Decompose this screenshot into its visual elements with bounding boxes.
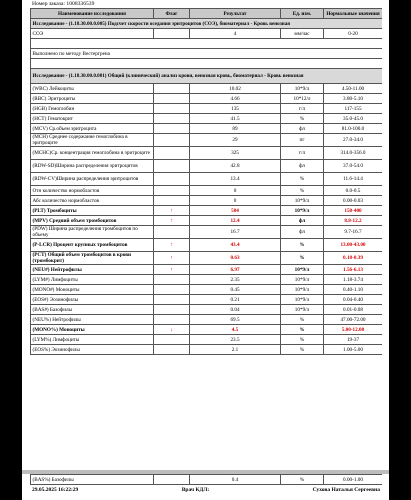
reference-range: 13.00-43.00 [324,239,383,252]
reference-range: 117-155 [324,104,383,114]
reference-range: 81.0-100.0 [324,124,383,134]
test-name: (NEU%) Нейтрофилы [31,315,154,325]
method-note: Выполнено по методу Вестергрена [31,49,383,59]
table-row [31,305,383,315]
result-value: 16.7 [190,226,281,239]
unit-value: 10*9/л [281,265,324,275]
reference-range: 9.7-16.7 [324,226,383,239]
test-name: (EOS#) Эозинофилы [31,295,154,305]
unit-value: 10*12/л [281,94,324,104]
test-name: (PCT) Общий объем тромбоцитов в крови (тромбокрит) [31,252,154,265]
order-number: 1008336539 [66,1,95,7]
reference-range: 0.01-0.08 [324,305,383,315]
table-row [31,196,383,206]
result-value: 0 [190,196,281,206]
test-name: (HGB) Гемоглобин [31,104,154,114]
unit-value: 10*9/л [281,84,324,94]
table-row [31,173,383,186]
table-row [31,345,383,355]
table-row [31,206,383,216]
result-value: 504 [190,206,281,216]
test-name: (BAS#) Базофилы [31,305,154,315]
unit-value: 10*9/л [281,196,324,206]
order-label: Номер заказа: [32,1,66,7]
test-name: Абс количество нормобластов [31,196,154,206]
right-black-margin [389,0,411,500]
unit-value: % [281,315,324,325]
unit-value: фл [281,160,324,173]
unit-value: фл [281,226,324,239]
reference-range: 0.40-1.10 [324,285,383,295]
test-name: (NEU#) Нейтрофилы [31,265,154,275]
report-datetime: 29.05.2025 16:22:29 [32,487,79,493]
blank-row [31,59,383,69]
table-row [31,295,383,305]
blank-row [31,39,383,49]
unit-value: % [281,173,324,186]
test-name: (PLT) Тромбоциты [31,206,154,216]
table-row [31,325,383,335]
table-row [31,29,383,39]
reference-range: 4.50-11.00 [324,84,383,94]
flag-cell [154,275,190,285]
col-header-flag: Флаг [154,9,190,19]
flag-cell [154,104,190,114]
result-value: 23.5 [190,335,281,345]
section-title: Исследование - (1.18.30.00.0.001) Общий (клинический) анализ крови, венозная кровь, биоматериал - Кровь венозная [31,69,383,84]
table-row [31,315,383,325]
result-value: 2.1 [190,345,281,355]
results-table [30,8,382,355]
result-value: 69.5 [190,315,281,325]
result-value: 0.21 [190,295,281,305]
result-value: 6.97 [190,265,281,275]
flag-cell: ↑ [154,206,190,216]
result-value: 13.4 [190,173,281,186]
test-name: (RDW-SD)Ширина распределения эритроцитов [31,160,154,173]
table-row [31,226,383,239]
table-row [31,124,383,134]
unit-value: % [281,325,324,335]
result-value: 42.8 [190,160,281,173]
result-value: 4.5 [190,325,281,335]
table-row [31,335,383,345]
reference-range: 19-37 [324,335,383,345]
table-row [31,104,383,114]
reference-range: 0.04-0.40 [324,295,383,305]
test-name: (MCV) Ср.объем эритроцита [31,124,154,134]
reference-range: 3.80-5.10 [324,94,383,104]
table-row [31,252,383,265]
flag-cell: ↑ [154,216,190,226]
signature-line [30,485,382,495]
table-row [31,134,383,147]
result-value: 135 [190,104,281,114]
result-value: 4.66 [190,94,281,104]
table-row [31,160,383,173]
reference-range: 0.00-0.03 [324,196,383,206]
test-name: (WBC) Лейкоциты [31,84,154,94]
reference-range: 35.0-45.0 [324,114,383,124]
table-row [31,94,383,104]
unit-value: % [281,186,324,196]
results-table-continued [30,474,382,485]
reference-range: 1.56-6.13 [324,265,383,275]
unit-value: г/л [281,147,324,160]
flag-cell [154,147,190,160]
reference-range: 27.0-34.0 [324,134,383,147]
table-row [31,84,383,94]
section-header-cbc [31,69,383,84]
unit-value: фл [281,124,324,134]
table-row [31,265,383,275]
section-header-soe [31,19,383,29]
unit-value: % [281,345,324,355]
reference-range: 8.8-12.2 [324,216,383,226]
reference-range: 37.0-54.0 [324,160,383,173]
test-name: (MCH) Среднее содержание гемоглобина в эритроците [31,134,154,147]
unit-value: 10*9/л [281,305,324,315]
reference-range: 11.6-14.4 [324,173,383,186]
unit-value: % [281,252,324,265]
result-value: 0.63 [190,252,281,265]
doctor-label: Врач КДЛ: [181,487,210,493]
reference-range: 0.18-0.39 [324,252,383,265]
test-name: (PDW) Ширина распределения тромбоцитов по объему [31,226,154,239]
flag-cell [154,475,190,485]
flag-cell [154,335,190,345]
flag-cell [154,196,190,206]
test-name: (P-LCR) Процент крупных тромбоцитов [31,239,154,252]
test-name: (RDW-CV)Ширина распределения эритроцитов [31,173,154,186]
test-name: (MCHC)Ср. концентрация гемоглобина в эритроците [31,147,154,160]
unit-value: мм/час [281,29,324,39]
flag-cell [154,134,190,147]
table-row [31,275,383,285]
result-value: 12.4 [190,216,281,226]
unit-value: 10*9/л [281,295,324,305]
unit-value: г/л [281,104,324,114]
left-black-margin [0,0,22,500]
reference-range: 150-400 [324,206,383,216]
test-name: (LYM%) Лимфоциты [31,335,154,345]
test-name: (LYM#) Лимфоциты [31,275,154,285]
reference-range: 1.00-5.00 [324,345,383,355]
result-value: 4 [190,29,281,39]
table-row [31,475,383,485]
col-header-test: Наименование исследования [31,9,154,19]
test-name: (BAS%) Базофилы [31,475,154,485]
method-note-row [31,49,383,59]
unit-value: пг [281,134,324,147]
result-value: 0.04 [190,305,281,315]
unit-value: % [281,239,324,252]
flag-cell [154,173,190,186]
flag-cell: ↑ [154,265,190,275]
flag-cell [154,84,190,94]
reference-range: 0.0-0.5 [324,186,383,196]
flag-cell [154,29,190,39]
reference-range: 1.18-3.74 [324,275,383,285]
reference-range: 47.00-72.00 [324,315,383,325]
unit-value: 10*9/л [281,275,324,285]
flag-cell: ↓ [154,325,190,335]
reference-range: 0-20 [324,29,383,39]
table-row [31,186,383,196]
flag-cell [154,160,190,173]
test-name: (MPV) Средний объем тромбоцитов [31,216,154,226]
flag-cell [154,305,190,315]
result-value: 0 [190,186,281,196]
table-row [31,239,383,252]
unit-value: % [281,475,324,485]
flag-cell [154,94,190,104]
unit-value: % [281,335,324,345]
result-value: 0.4 [190,475,281,485]
order-number-line [30,0,382,8]
flag-cell [154,315,190,325]
unit-value: 10*9/л [281,285,324,295]
table-row [31,147,383,160]
result-value: 2.35 [190,275,281,285]
flag-cell [154,226,190,239]
test-name: (MONO#) Моноциты [31,285,154,295]
flag-cell [154,186,190,196]
report-page-1 [30,0,382,470]
flag-cell [154,345,190,355]
report-page-2 [30,474,382,500]
result-value: 10.02 [190,84,281,94]
test-name: (MONO%) Моноциты [31,325,154,335]
table-row [31,114,383,124]
unit-value: 10*9/л [281,206,324,216]
table-header-row [31,9,383,19]
unit-value: фл [281,216,324,226]
section-title: Исследование - (1.18.30.00.0.005) Подсчет скорости оседания эритроцитов (СОЭ), биоматериал - Кровь венозная [31,19,383,29]
result-value: 43.4 [190,239,281,252]
unit-value: % [281,114,324,124]
reference-range: 0.00-1.00 [324,475,383,485]
flag-cell [154,295,190,305]
doctor-name: Сухова Наталья Сергеевна [312,487,380,493]
table-row [31,285,383,295]
col-header-result: Результат [190,9,281,19]
flag-cell [154,124,190,134]
reference-range: 314.0-356.0 [324,147,383,160]
result-value: 89 [190,124,281,134]
flag-cell [154,285,190,295]
flag-cell [154,114,190,124]
test-name: (EOS%) Эозинофилы [31,345,154,355]
test-name: (RBC) Эритроциты [31,94,154,104]
col-header-unit: Ед. изм. [281,9,324,19]
result-value: 0.45 [190,285,281,295]
test-name: Отн количество нормобластов [31,186,154,196]
result-value: 325 [190,147,281,160]
flag-cell: ↑ [154,239,190,252]
col-header-reference: Нормальные значения [324,9,383,19]
result-value: 41.5 [190,114,281,124]
flag-cell: ↑ [154,252,190,265]
test-name: (HCT) Гематокрит [31,114,154,124]
test-name: СОЭ [31,29,154,39]
table-row [31,216,383,226]
result-value: 29 [190,134,281,147]
reference-range: 5.00-12.00 [324,325,383,335]
